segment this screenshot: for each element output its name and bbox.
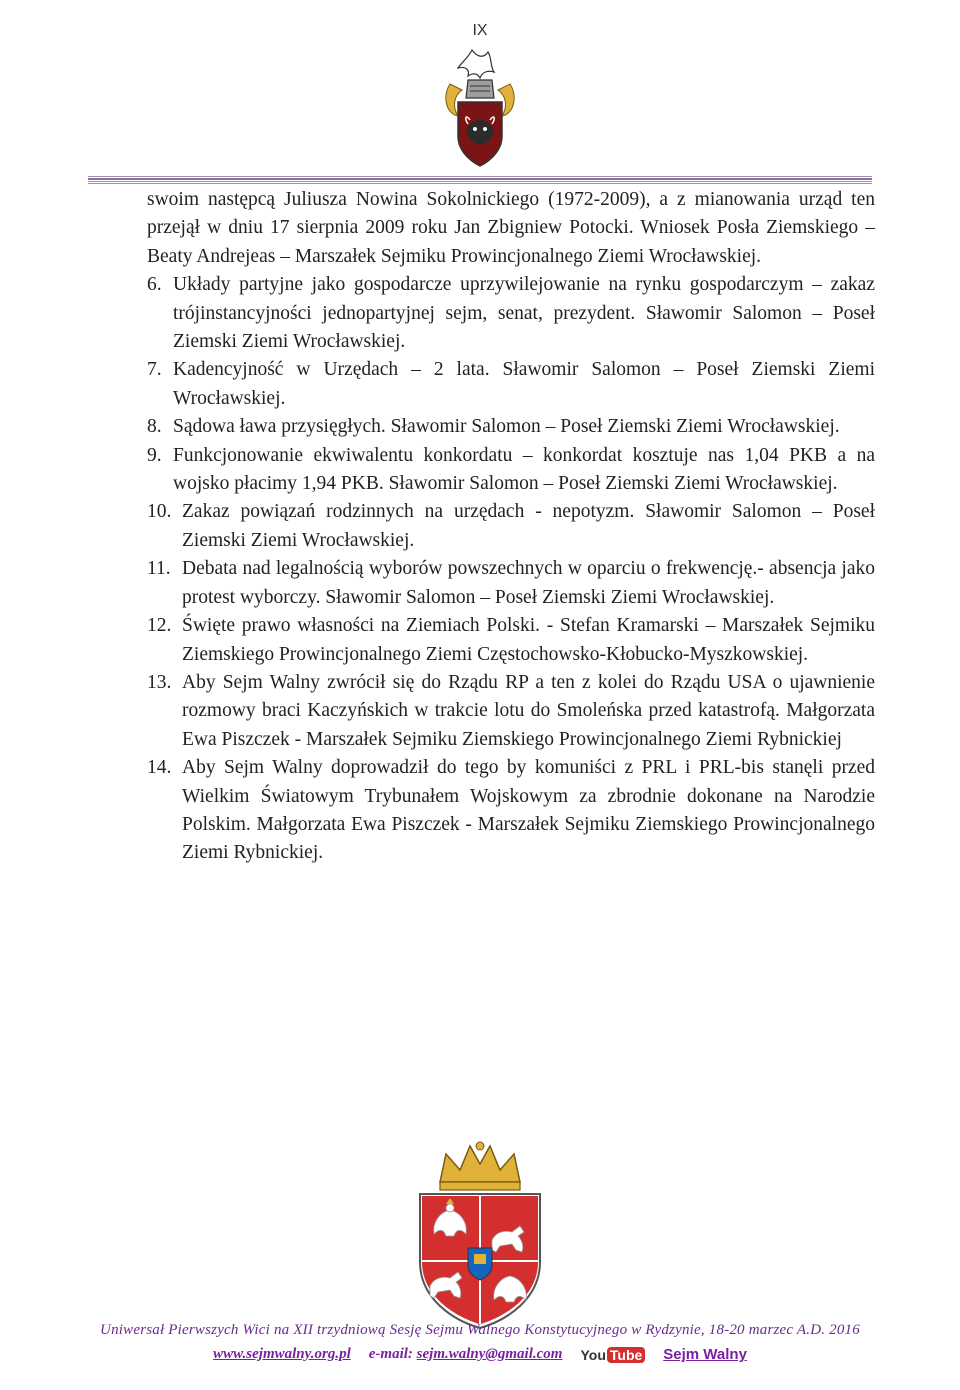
list-item-number: 12. [147, 615, 172, 637]
list-item [147, 498, 875, 555]
list-item-number: 6. [147, 274, 162, 296]
resolution-list [147, 271, 875, 868]
list-item [147, 356, 875, 413]
youtube-icon[interactable]: You Tube [580, 1347, 645, 1363]
coat-of-arms-top [432, 44, 528, 170]
decorative-band-top [88, 176, 872, 185]
sejm-walny-link[interactable]: Sejm Walny [663, 1346, 747, 1363]
document-body [147, 186, 875, 868]
list-item [147, 612, 875, 669]
email-label: e-mail: [368, 1346, 413, 1362]
list-item [147, 442, 875, 499]
list-item-number: 9. [147, 444, 162, 466]
list-item-number: 13. [147, 671, 172, 693]
list-item-text: Zakaz powiązań rodzinnych na urzędach - nepotyzm. Sławomir Salomon – Poseł Ziemski Ziemi Wrocławskiej. [182, 501, 875, 551]
website-link[interactable]: www.sejmwalny.org.pl [213, 1346, 351, 1362]
list-item-number: 11. [147, 558, 171, 580]
email-group [369, 1346, 563, 1363]
footer-contacts [0, 1346, 960, 1363]
list-item-text: Aby Sejm Walny doprowadził do tego by komuniści z PRL i PRL-bis stanęli przed Wielkim Światowym Trybunałem Wojskowym za zbrodnie dokonane na Narodzie Polskim. Małgorzata Ewa Piszczek - Marszałek Sejmiku Ziemskiego Prowincjonalnego Ziemi Rybnickiej. [182, 757, 875, 864]
list-item [147, 555, 875, 612]
list-item [147, 669, 875, 754]
list-item [147, 413, 875, 441]
list-item [147, 754, 875, 868]
list-item-number: 8. [147, 416, 162, 438]
list-item-text: Święte prawo własności na Ziemiach Polski. - Stefan Kramarski – Marszałek Sejmiku Ziemskiego Prowincjonalnego Ziemi Częstochowsko-Kłobucko-Myszkowskiej. [182, 615, 875, 665]
list-item-text: Funkcjonowanie ekwiwalentu konkordatu – konkordat kosztuje nas 1,04 PKB a na wojsko płacimy 1,94 PKB. Sławomir Salomon – Poseł Ziemski Ziemi Wrocławskiej. [173, 444, 875, 495]
list-item-number: 14. [147, 757, 172, 779]
list-item-number: 10. [147, 501, 172, 523]
list-item [147, 271, 875, 356]
list-item-text: Sądowa ława przysięgłych. Sławomir Salomon – Poseł Ziemski Ziemi Wrocławskiej. [173, 416, 840, 438]
list-item-number: 7. [147, 359, 162, 381]
footer-title: Uniwersał Pierwszych Wici na XII trzydniową Sesję Sejmu Walnego Konstytucyjnego w Rydzynie, 18-20 marzec A.D. 2016 [100, 1322, 860, 1338]
list-item-text: Debata nad legalnością wyborów powszechnych w oparciu o frekwencję.- absencja jako protest wyborczy. Sławomir Salomon – Poseł Ziemski Ziemi Wrocławskiej. [182, 558, 875, 608]
list-item-text: Układy partyjne jako gospodarcze uprzywilejowanie na rynku gospodarczym – zakaz trójinstancyjności jednopartyjnej sejm, senat, prezydent. Sławomir Salomon – Poseł Ziemski Ziemi Wrocławskiej. [173, 274, 875, 353]
coat-of-arms-bottom [400, 1140, 560, 1330]
list-item-text: Kadencyjność w Urzędach – 2 lata. Sławomir Salomon – Poseł Ziemski Ziemi Wrocławskiej. [173, 359, 875, 409]
intro-paragraph: swoim następcą Juliusza Nowina Sokolnickiego (1972-2009), a z mianowania urząd ten przejął w dniu 17 sierpnia 2009 roku Jan Zbigniew Potocki. Wniosek Posła Ziemskiego – Beaty Andrejeas – Marszałek Sejmiku Prowincjonalnego Ziemi Wrocławskiej. [147, 189, 875, 267]
page-number: IX [472, 22, 488, 39]
list-item-text: Aby Sejm Walny zwrócił się do Rządu RP a ten z kolei do Rządu USA o ujawnienie rozmowy braci Kaczyńskich w trakcie lotu do Smoleńska przed katastrofą. Małgorzata Ewa Piszczek - Marszałek Sejmiku Ziemskiego Prowincjonalnego Ziemi Rybnickiej [182, 671, 875, 750]
email-link[interactable]: sejm.walny@gmail.com [416, 1346, 563, 1362]
